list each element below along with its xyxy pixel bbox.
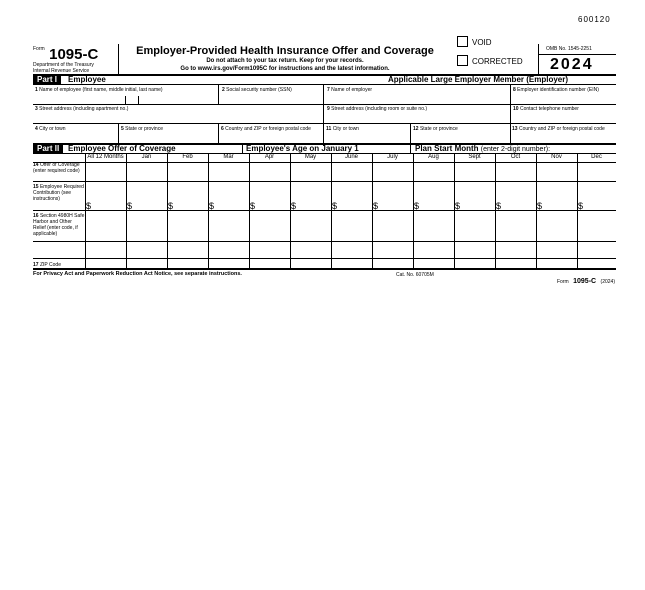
offer-code-cell[interactable]	[86, 163, 125, 180]
field-number: 3	[35, 106, 38, 112]
dollar-sign: $	[86, 201, 92, 211]
dollar-sign: $	[127, 201, 133, 211]
offer-code-cell[interactable]	[373, 163, 412, 180]
footer-form-number: 1095-C	[573, 278, 597, 285]
contribution-cell[interactable]	[373, 182, 412, 209]
month-header: Feb	[182, 154, 193, 160]
safe-harbor-cell[interactable]	[537, 211, 576, 240]
row-label: Offer of Coverage (enter required code)	[33, 162, 80, 174]
rule	[410, 123, 411, 144]
dollar-sign: $	[455, 201, 461, 211]
contribution-cell[interactable]	[578, 182, 615, 209]
offer-code-cell[interactable]	[332, 163, 371, 180]
age-input[interactable]	[368, 144, 398, 152]
row-label: Employee Required Contribution (see instructions)	[33, 184, 84, 202]
employee-street-input[interactable]	[34, 113, 321, 122]
month-header: June	[344, 154, 358, 160]
safe-harbor-cell[interactable]	[86, 211, 125, 240]
safe-harbor-cell[interactable]	[455, 211, 494, 240]
footer-form-id	[557, 270, 615, 288]
field-4-label	[35, 126, 66, 132]
void-label: VOID	[472, 38, 492, 47]
plan-start-title: Plan Start Month	[415, 144, 479, 153]
safe-harbor-cell[interactable]	[578, 211, 615, 240]
field-5-label	[121, 126, 163, 132]
safe-harbor-cell[interactable]	[250, 211, 289, 240]
safe-harbor-cell[interactable]	[127, 211, 166, 240]
field-label: Name of employer	[331, 87, 373, 93]
zip-code-cell[interactable]	[373, 242, 412, 267]
ein-input[interactable]	[512, 94, 615, 103]
footer-form-prefix: Form	[557, 279, 569, 285]
form-subtitle-1: Do not attach to your tax return. Keep for your records.	[206, 58, 364, 64]
form-title: Employer-Provided Health Insurance Offer and Coverage	[136, 45, 434, 57]
zip-code-cell[interactable]	[537, 242, 576, 267]
field-3-label	[35, 106, 128, 112]
field-label: State or province	[419, 126, 458, 132]
form-subtitle-2: Go to www.irs.gov/Form1095C for instructions and the latest information.	[180, 66, 390, 72]
zip-code-cell[interactable]	[86, 242, 125, 267]
month-header: July	[387, 154, 398, 160]
zip-code-cell[interactable]	[332, 242, 371, 267]
part1-label: Part I	[33, 75, 61, 85]
footer-form-year: (2024)	[600, 279, 615, 285]
dollar-sign: $	[332, 201, 338, 211]
zip-code-cell[interactable]	[127, 242, 166, 267]
month-header: Oct	[510, 154, 521, 160]
field-number: 7	[327, 87, 330, 93]
zip-code-cell[interactable]	[250, 242, 289, 267]
row-16-label	[33, 213, 85, 237]
field-number: 5	[121, 126, 124, 132]
catalog-number: Cat. No. 60705M	[396, 272, 434, 278]
row-15-label	[33, 184, 85, 202]
rule	[323, 84, 324, 144]
field-label: City or town	[332, 126, 360, 132]
offer-code-cell[interactable]	[209, 163, 248, 180]
month-header: Sept	[468, 154, 481, 160]
void-checkbox[interactable]	[457, 36, 468, 47]
field-number: 13	[512, 126, 518, 132]
corrected-checkbox[interactable]	[457, 55, 468, 66]
field-number: 9	[327, 106, 330, 112]
employer-section-title: Applicable Large Employer Member (Employer)	[387, 75, 569, 84]
field-label: Country and ZIP or foreign postal code	[518, 126, 605, 132]
safe-harbor-cell[interactable]	[291, 211, 330, 240]
field-11-label	[326, 126, 359, 132]
contribution-cell[interactable]	[291, 182, 330, 209]
field-number: 10	[513, 106, 519, 112]
dollar-sign: $	[537, 201, 543, 211]
month-header: Nov	[551, 154, 562, 160]
safe-harbor-cell[interactable]	[373, 211, 412, 240]
field-1-label	[35, 87, 163, 93]
offer-code-cell[interactable]	[496, 163, 535, 180]
zip-code-cell[interactable]	[168, 242, 207, 267]
field-number: 4	[35, 126, 38, 132]
rule	[410, 144, 411, 153]
safe-harbor-cell[interactable]	[209, 211, 248, 240]
contribution-cell[interactable]	[127, 182, 166, 209]
offer-code-cell[interactable]	[250, 163, 289, 180]
rule-bottom	[33, 268, 616, 270]
row-number: 15	[33, 184, 39, 190]
form-code: 600120	[578, 15, 611, 24]
row-label: ZIP Code	[39, 262, 61, 268]
rule	[118, 123, 119, 144]
offer-code-cell[interactable]	[414, 163, 453, 180]
month-header: Apr	[264, 154, 275, 160]
zip-code-cell[interactable]	[291, 242, 330, 267]
telephone-input[interactable]	[512, 113, 615, 122]
contribution-cell[interactable]	[414, 182, 453, 209]
rule	[510, 84, 511, 144]
safe-harbor-cell[interactable]	[332, 211, 371, 240]
zip-code-cell[interactable]	[414, 242, 453, 267]
row-number: 16	[33, 213, 39, 219]
dollar-sign: $	[414, 201, 420, 211]
header-divider-left	[118, 44, 119, 74]
month-header: All 12 Months	[87, 154, 124, 160]
dollar-sign: $	[373, 201, 379, 211]
contribution-cell[interactable]	[455, 182, 494, 209]
field-number: 8	[513, 87, 516, 93]
safe-harbor-cell[interactable]	[168, 211, 207, 240]
plan-start-input[interactable]	[560, 144, 610, 152]
rule	[33, 123, 616, 124]
employer-state-input[interactable]	[412, 133, 508, 142]
field-number: 1	[35, 87, 38, 93]
safe-harbor-cell[interactable]	[496, 211, 535, 240]
part1-title: Employee	[68, 75, 106, 84]
row-label: Section 4980H Safe Harbor and Other Relief (enter code, if applicable)	[33, 213, 85, 237]
month-header: Aug	[428, 154, 439, 160]
zip-code-cell[interactable]	[496, 242, 535, 267]
privacy-notice: For Privacy Act and Paperwork Reduction Act Notice, see separate instructions.	[33, 271, 242, 277]
contribution-cell[interactable]	[168, 182, 207, 209]
month-header: Jan	[141, 154, 152, 160]
department: Department of the Treasury	[33, 62, 94, 68]
contribution-cell[interactable]	[250, 182, 289, 209]
row-number: 17	[33, 262, 39, 268]
part2-label: Part II	[33, 144, 63, 154]
month-header: May	[304, 154, 317, 160]
rule	[33, 104, 616, 105]
employer-zip-input[interactable]	[512, 133, 615, 142]
field-9-label	[327, 106, 427, 112]
employer-street-input[interactable]	[325, 113, 508, 122]
employee-name-input[interactable]	[34, 94, 216, 103]
rule	[218, 123, 219, 144]
field-label: State or province	[125, 126, 163, 132]
rule	[242, 144, 243, 153]
dollar-sign: $	[496, 201, 502, 211]
offer-code-cell[interactable]	[537, 163, 576, 180]
age-title: Employee's Age on January 1	[246, 144, 359, 153]
rule	[218, 84, 219, 104]
field-label: Street address (including room or suite no.)	[331, 106, 428, 112]
field-13-label	[512, 126, 605, 132]
dollar-sign: $	[291, 201, 297, 211]
offer-code-cell[interactable]	[455, 163, 494, 180]
field-2-label	[222, 87, 292, 93]
field-7-label	[327, 87, 372, 93]
offer-code-cell[interactable]	[127, 163, 166, 180]
field-label: Contact telephone number	[519, 106, 579, 112]
row-number: 14	[33, 162, 39, 168]
ssn-input[interactable]	[220, 94, 321, 103]
month-header: Mar	[223, 154, 234, 160]
plan-start-hint: (enter 2-digit number):	[480, 146, 551, 153]
form-number: 1095-C	[49, 46, 99, 63]
offer-code-cell[interactable]	[291, 163, 330, 180]
zip-code-cell[interactable]	[578, 242, 615, 267]
field-8-label	[513, 87, 599, 93]
contribution-cell[interactable]	[209, 182, 248, 209]
field-label: Street address (including apartment no.)	[39, 106, 129, 112]
month-header: Dec	[591, 154, 602, 160]
form-prefix: Form	[33, 46, 45, 52]
field-label: Name of employee (first name, middle initial, last name)	[39, 87, 163, 93]
omb-rule	[538, 54, 616, 55]
dollar-sign: $	[168, 201, 174, 211]
part2-title: Employee Offer of Coverage	[68, 144, 176, 153]
employee-city-input[interactable]	[34, 133, 116, 142]
tax-year: 2024	[550, 56, 594, 73]
safe-harbor-cell[interactable]	[414, 211, 453, 240]
header-divider-right	[538, 44, 539, 74]
dollar-sign: $	[209, 201, 215, 211]
contribution-cell[interactable]	[537, 182, 576, 209]
field-label: Country and ZIP or foreign postal code	[225, 126, 311, 132]
contribution-cell[interactable]	[86, 182, 125, 209]
contribution-cell[interactable]	[332, 182, 371, 209]
omb-number: OMB No. 1545-2251	[546, 46, 592, 52]
offer-code-cell[interactable]	[168, 163, 207, 180]
agency: Internal Revenue Service	[33, 68, 90, 74]
field-12-label	[413, 126, 458, 132]
offer-code-cell[interactable]	[578, 163, 615, 180]
employee-state-input[interactable]	[120, 133, 216, 142]
field-label: Social security number (SSN)	[226, 87, 292, 93]
field-label: Employer identification number (EIN)	[517, 87, 599, 93]
field-number: 6	[221, 126, 224, 132]
field-10-label	[513, 106, 579, 112]
employee-zip-input[interactable]	[220, 133, 321, 142]
field-label: City or town	[39, 126, 66, 132]
corrected-label: CORRECTED	[472, 57, 523, 66]
zip-code-cell[interactable]	[455, 242, 494, 267]
contribution-cell[interactable]	[496, 182, 535, 209]
dollar-sign: $	[250, 201, 256, 211]
field-number: 11	[326, 126, 332, 132]
field-number: 12	[413, 126, 419, 132]
employer-name-input[interactable]	[325, 94, 508, 103]
dollar-sign: $	[578, 201, 584, 211]
employer-city-input[interactable]	[325, 133, 408, 142]
field-number: 2	[222, 87, 225, 93]
rule	[33, 84, 616, 85]
row-14-label	[33, 162, 85, 174]
zip-code-cell[interactable]	[209, 242, 248, 267]
field-6-label	[221, 126, 311, 132]
